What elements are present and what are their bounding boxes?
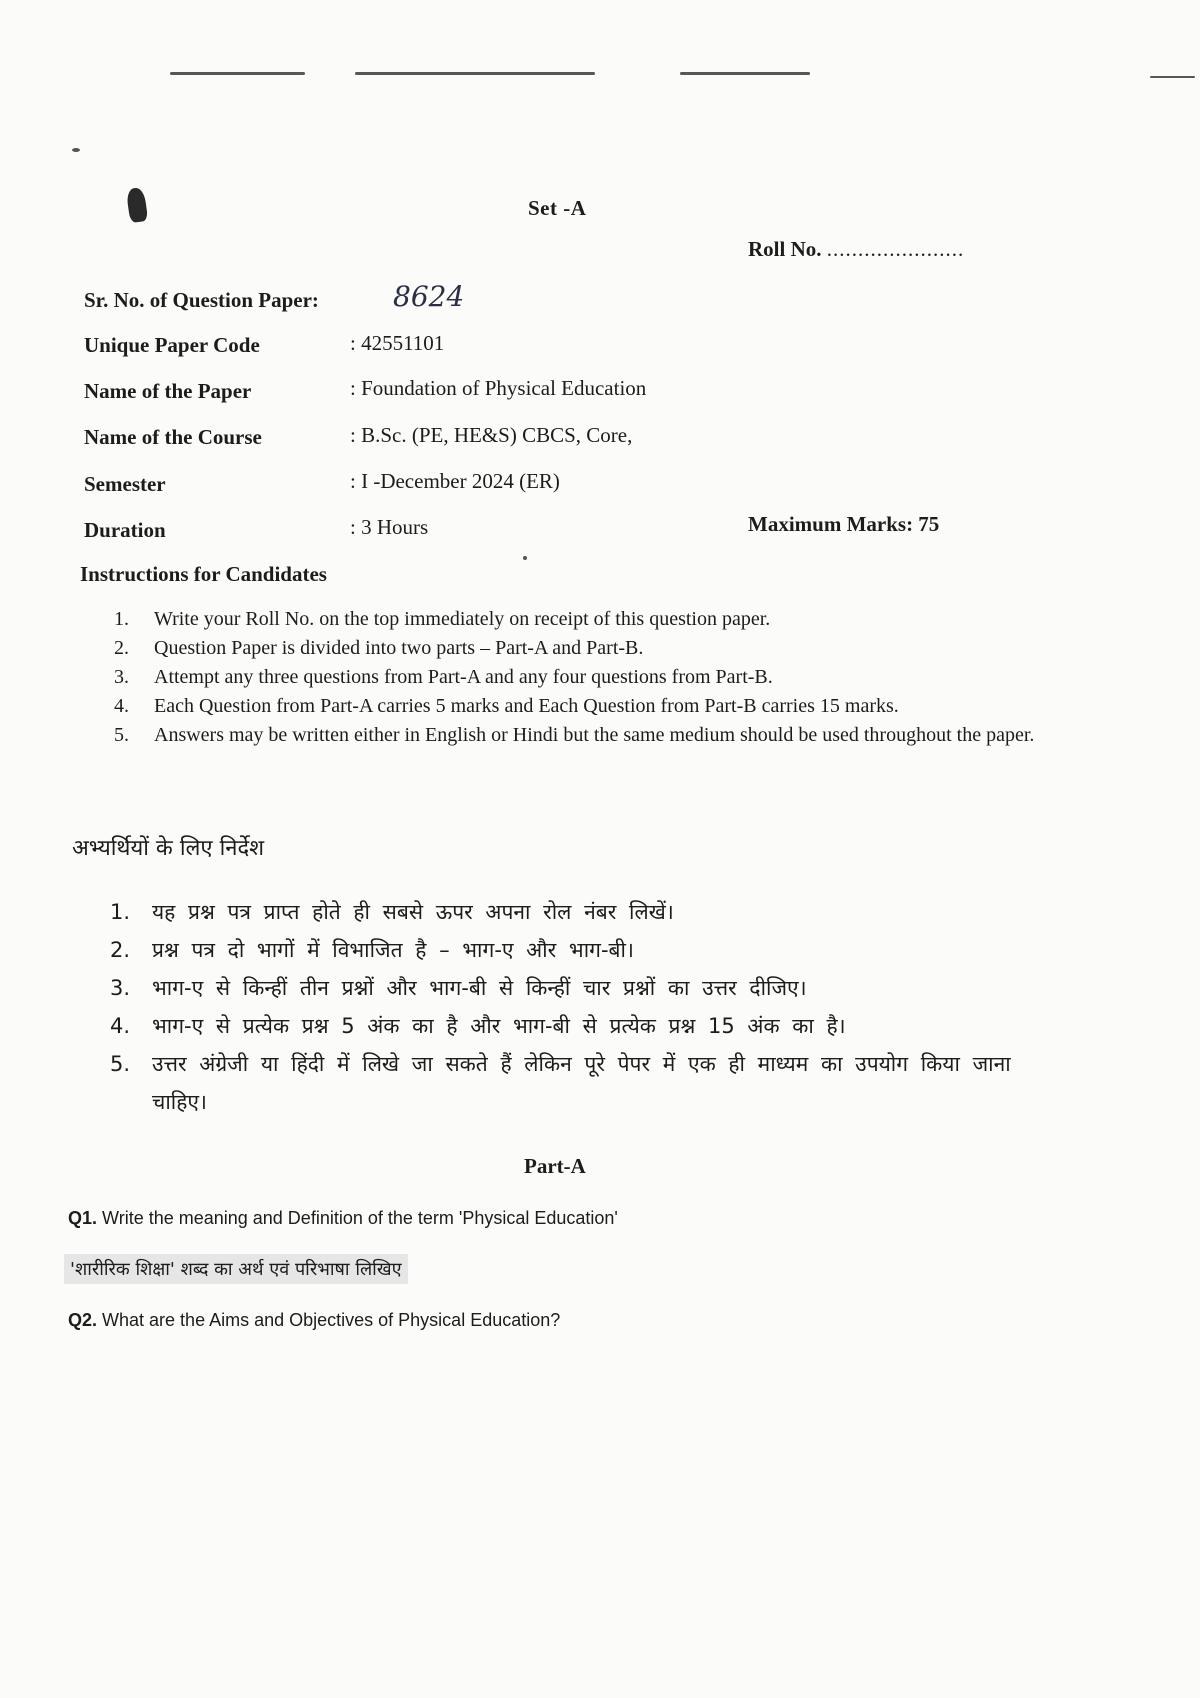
meta-label-semester: Semester bbox=[84, 472, 166, 496]
roll-number-blank: ...................... bbox=[826, 237, 965, 261]
meta-value-paper-code: : 42551101 bbox=[350, 331, 445, 355]
instruction-item: 3. Attempt any three questions from Part-A and any four questions from Part-B. bbox=[114, 666, 773, 688]
part-a-heading: Part-A bbox=[524, 1154, 586, 1178]
scan-edge-line bbox=[355, 72, 595, 75]
hindi-instruction-item: 5. उत्तर अंग्रेजी या हिंदी में लिखे जा सकते हैं लेकिन पूरे पेपर में एक ही माध्यम का उपयोग किया जाना चाहिए। bbox=[110, 1052, 1011, 1114]
meta-value-duration: : 3 Hours bbox=[350, 515, 429, 539]
instruction-item: 4. Each Question from Part-A carries 5 marks and Each Question from Part-B carries 15 marks. bbox=[114, 695, 899, 717]
meta-label-sr-no: Sr. No. of Question Paper: bbox=[84, 288, 319, 312]
hindi-instructions-heading: अभ्यर्थियों के लिए निर्देश bbox=[72, 836, 265, 861]
instructions-list bbox=[114, 605, 1044, 750]
question-1 bbox=[68, 1208, 618, 1229]
ink-blot-mark bbox=[126, 187, 149, 223]
hindi-instructions-list bbox=[110, 893, 1030, 1121]
question-2-text: What are the Aims and Objectives of Physical Education? bbox=[102, 1310, 561, 1330]
maximum-marks: Maximum Marks: 75 bbox=[748, 512, 940, 536]
scan-edge-line bbox=[170, 72, 305, 75]
question-1-number: Q1. bbox=[68, 1208, 98, 1228]
hindi-instruction-item: 3. भाग-ए से किन्हीं तीन प्रश्नों और भाग-बी से किन्हीं चार प्रश्नों का उत्तर दीजिए। bbox=[110, 976, 807, 1000]
meta-value-semester: : I -December 2024 (ER) bbox=[350, 469, 560, 493]
meta-label-paper-name: Name of the Paper bbox=[84, 379, 252, 403]
instruction-item: 5. Answers may be written either in English or Hindi but the same medium should be used throughout the paper. bbox=[114, 724, 1035, 746]
hindi-instruction-item: 4. भाग-ए से प्रत्येक प्रश्न 5 अंक का है और भाग-बी से प्रत्येक प्रश्न 15 अंक का है। bbox=[110, 1014, 846, 1038]
meta-value-course-name: : B.Sc. (PE, HE&S) CBCS, Core, bbox=[350, 423, 633, 447]
set-label: Set -A bbox=[528, 196, 587, 220]
scan-speck bbox=[523, 556, 527, 560]
question-2-number: Q2. bbox=[68, 1310, 98, 1330]
scan-edge-line bbox=[680, 72, 810, 75]
meta-label-paper-code: Unique Paper Code bbox=[84, 333, 260, 357]
instruction-item: 1. Write your Roll No. on the top immediately on receipt of this question paper. bbox=[114, 608, 771, 630]
question-1-text: Write the meaning and Definition of the term 'Physical Education' bbox=[102, 1208, 618, 1228]
hindi-instruction-item: 2. प्रश्न पत्र दो भागों में विभाजित है – भाग-ए और भाग-बी। bbox=[110, 938, 634, 962]
roll-number-label: Roll No. bbox=[748, 237, 822, 261]
hindi-instruction-item: 1. यह प्रश्न पत्र प्राप्त होते ही सबसे ऊपर अपना रोल नंबर लिखें। bbox=[110, 900, 674, 924]
meta-label-course-name: Name of the Course bbox=[84, 425, 262, 449]
instructions-heading: Instructions for Candidates bbox=[80, 562, 327, 586]
question-1-hindi: 'शारीरिक शिक्षा' शब्द का अर्थ एवं परिभाषा लिखिए bbox=[64, 1254, 408, 1284]
scan-speck bbox=[72, 148, 80, 152]
meta-label-duration: Duration bbox=[84, 518, 166, 542]
meta-value-paper-name: : Foundation of Physical Education bbox=[350, 376, 647, 400]
scan-edge-line bbox=[1150, 76, 1195, 78]
handwritten-serial-number: 8624 bbox=[393, 280, 465, 313]
roll-number-field bbox=[748, 237, 964, 262]
question-2 bbox=[68, 1310, 560, 1331]
instruction-item: 2. Question Paper is divided into two parts – Part-A and Part-B. bbox=[114, 637, 644, 659]
